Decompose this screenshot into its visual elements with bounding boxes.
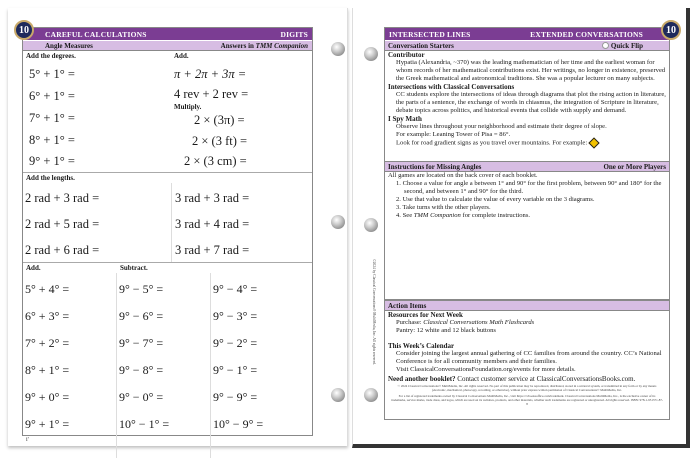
header-title: CAREFUL CALCULATIONS bbox=[45, 29, 147, 39]
subtract-label: Subtract. bbox=[120, 264, 148, 272]
calendar-text: Consider joining the largest annual gathering of CC families from around the country. CC’s National Conference is for all community members and their families. bbox=[396, 350, 662, 365]
problem: 3 rad + 3 rad = bbox=[175, 191, 250, 205]
problem: 9° − 2° = bbox=[213, 336, 258, 350]
problem: 9° − 9° = bbox=[213, 390, 258, 404]
i-spy-line: Observe lines throughout your neighborhood and estimate their degree of slope. bbox=[396, 123, 607, 130]
calendar-heading: This Week’s Calendar bbox=[388, 342, 455, 350]
problem: 7° + 2° = bbox=[25, 336, 70, 350]
instructions-bar bbox=[385, 161, 669, 172]
problem: 9° − 0° = bbox=[119, 390, 164, 404]
column-divider bbox=[210, 273, 211, 458]
step-suffix: for complete instructions. bbox=[460, 212, 531, 219]
i-spy-line: For example: Leaning Tower of Pisa = 86°. bbox=[396, 131, 511, 138]
i-spy-line-3 bbox=[388, 139, 666, 148]
degrees-section bbox=[23, 51, 312, 173]
step: 3. Take turns with the other players. bbox=[396, 204, 491, 211]
calendar-link[interactable]: Visit ClassicalConversationsFoundation.org/events for more details. bbox=[396, 366, 576, 373]
careful-calculations-sheet bbox=[22, 27, 313, 436]
action-items bbox=[385, 311, 669, 383]
problem: 2 × (3π) = bbox=[194, 113, 245, 127]
need-booklet-line bbox=[388, 375, 666, 383]
week-badge bbox=[661, 20, 681, 40]
binder-hole bbox=[331, 215, 345, 229]
conversation-starters-bar bbox=[385, 40, 669, 51]
problem: 6° + 1° = bbox=[29, 89, 75, 103]
answers-book: TMM Companion bbox=[255, 41, 308, 50]
conversation-starters bbox=[385, 51, 669, 161]
vertical-copyright bbox=[369, 200, 377, 430]
answers-prefix: Answers in bbox=[220, 41, 256, 50]
problem: 9° − 6° = bbox=[119, 309, 164, 323]
problem: π + 2π + 3π = bbox=[174, 67, 247, 81]
quick-flip-circle-icon bbox=[602, 42, 609, 49]
problem: 8° + 1° = bbox=[25, 363, 70, 377]
problem: 7° + 1° = bbox=[29, 111, 75, 125]
trademark-notice: For a list of registered trademarks owned by Classical Conversations MultiMedia, Inc., visit https://ccbooksoffice.com/trademark. Classical Conversations MultiMedia, Inc., is the exclusive owner of its trademarks, service marks, trade dress, and logos, which are used on its websites, products, and other materials, whether such trademarks are registered or unregistered. All rights reserved. ISBN: 978-1-951371-87-8 bbox=[391, 394, 664, 406]
problem: 4 rev + 2 rev = bbox=[174, 87, 249, 101]
header-title: INTERSECTED LINES bbox=[389, 29, 471, 39]
instructions-intro: All games are located on the back cover of each booklet. bbox=[388, 172, 538, 179]
binder-hole bbox=[331, 388, 345, 402]
add-label: Add. bbox=[26, 264, 41, 272]
contributor-text: Hypatia (Alexandria, ~370) was the leading mathematician of her time and the earliest woman for whom records of her mathematical contributions exist. Her writings, no longer in existence, preserved the Greek mathematical and astronomical traditions. She was a popular lecturer on many subjects. bbox=[396, 59, 666, 82]
problem: 9° − 7° = bbox=[119, 336, 164, 350]
add-label: Add. bbox=[174, 52, 189, 60]
problem: 2 × (3 ft) = bbox=[192, 134, 248, 148]
problem: 9° − 1° = bbox=[213, 363, 258, 377]
problem: 3 rad + 4 rad = bbox=[175, 217, 250, 231]
problem: 8° + 1° = bbox=[29, 133, 75, 147]
action-items-title: Action Items bbox=[388, 301, 427, 310]
problem: 2 × (3 cm) = bbox=[184, 154, 247, 168]
multiply-label: Multiply. bbox=[174, 103, 202, 111]
pantry-line: Pantry: 12 white and 12 black buttons bbox=[396, 327, 496, 334]
problem: 2 rad + 5 rad = bbox=[25, 217, 100, 231]
subheader-title: Angle Measures bbox=[45, 41, 93, 50]
step-book: TMM Companion bbox=[413, 212, 461, 219]
purchase-item: Classical Conversations Math Flashcards bbox=[423, 319, 535, 326]
intersected-lines-sheet bbox=[384, 27, 670, 420]
problem: 3 rad + 7 rad = bbox=[175, 243, 250, 257]
section-header bbox=[385, 28, 669, 40]
intersections-text: CC students explore the intersections of ideas through diagrams that plot the rising action in literature, the parts of a sentence, the exchange of words in chiasmus, the integration of Scripture in literature, debate topics across politics, and historical events that collide with supply and demand. bbox=[396, 91, 666, 114]
intersections-heading: Intersections with Classical Conversations bbox=[388, 83, 515, 91]
add-subtract-section bbox=[23, 263, 312, 458]
step: 2. Use that value to calculate the value of every variable on the 3 diagrams. bbox=[396, 196, 595, 203]
problem: 9° + 1° = bbox=[25, 417, 70, 431]
problem: 9° − 3° = bbox=[213, 309, 258, 323]
page-number: i' bbox=[26, 437, 29, 443]
instructions bbox=[385, 172, 669, 300]
purchase-prefix: Purchase: bbox=[396, 319, 424, 326]
problem: 10° − 1° = bbox=[119, 417, 170, 431]
problem: 9° + 1° = bbox=[29, 154, 75, 168]
problem: 10° − 9° = bbox=[213, 417, 264, 431]
problem: 2 rad + 3 rad = bbox=[25, 191, 100, 205]
i-spy-line: Look for road gradient signs as you travel over mountains. For example: bbox=[396, 139, 588, 147]
problem: 5° + 1° = bbox=[29, 67, 75, 81]
instructions-steps bbox=[388, 180, 666, 220]
quick-flip-label: Quick Flip bbox=[610, 41, 643, 50]
i-spy-heading: I Spy Math bbox=[388, 115, 422, 123]
header-right: EXTENDED CONVERSATIONS bbox=[530, 29, 643, 39]
step: 1. Choose a value for angle a between 1° and 90° for the first problem, between 90° and 180° for the second, and between 1° and 90° for the third. bbox=[396, 180, 662, 195]
problem: 9° − 8° = bbox=[119, 363, 164, 377]
lengths-section bbox=[23, 173, 312, 263]
conversation-title: Conversation Starters bbox=[388, 41, 454, 50]
contributor-heading: Contributor bbox=[388, 51, 425, 59]
add-lengths-label: Add the lengths. bbox=[26, 174, 75, 182]
section-header bbox=[23, 28, 312, 40]
problem: 2 rad + 6 rad = bbox=[25, 243, 100, 257]
need-booklet-text[interactable]: Contact customer service at ClassicalConversationsBooks.com. bbox=[455, 375, 636, 383]
binder-hole bbox=[331, 42, 345, 56]
week-number: 10 bbox=[666, 24, 676, 36]
binder-hole bbox=[364, 47, 378, 61]
instructions-title: Instructions for Missing Angles bbox=[388, 162, 482, 171]
week-number: 10 bbox=[19, 24, 29, 36]
legal-notice: © 2024 Classical Conversations® MultiMedia, Inc. All rights reserved. No part of this publication may be reproduced, distributed, stored in a retrieval system, or transmitted in any form or by any means (electronic, mechanical, photocopy, recording, or otherwise), without prior express written permission of Classical Conversations® MultiMedia, Inc. bbox=[397, 384, 657, 392]
action-items-bar bbox=[385, 300, 669, 311]
problem: 6° + 3° = bbox=[25, 309, 70, 323]
step-prefix: 4. See bbox=[396, 212, 414, 219]
road-gradient-sign-icon bbox=[589, 137, 600, 148]
need-booklet-bold: Need another booklet? bbox=[388, 375, 456, 383]
column-divider bbox=[171, 183, 172, 262]
problem: 9° − 4° = bbox=[213, 282, 258, 296]
purchase-line bbox=[388, 319, 666, 327]
quick-flip[interactable] bbox=[602, 42, 643, 50]
players-note: One or More Players bbox=[603, 162, 666, 171]
subheader bbox=[23, 40, 312, 51]
answers-note bbox=[221, 42, 308, 50]
problem: 5° + 4° = bbox=[25, 282, 70, 296]
column-divider bbox=[116, 273, 117, 458]
problem: 9° + 0° = bbox=[25, 390, 70, 404]
vertical-copyright-text: ©2024 by Classical Conversations® MultiMedia, Inc. All rights reserved. bbox=[372, 258, 376, 366]
header-right: DIGITS bbox=[280, 29, 308, 39]
resources-heading: Resources for Next Week bbox=[388, 311, 463, 319]
add-degrees-label: Add the degrees. bbox=[26, 52, 76, 60]
problem: 9° − 5° = bbox=[119, 282, 164, 296]
week-badge bbox=[14, 20, 34, 40]
step bbox=[396, 212, 666, 220]
